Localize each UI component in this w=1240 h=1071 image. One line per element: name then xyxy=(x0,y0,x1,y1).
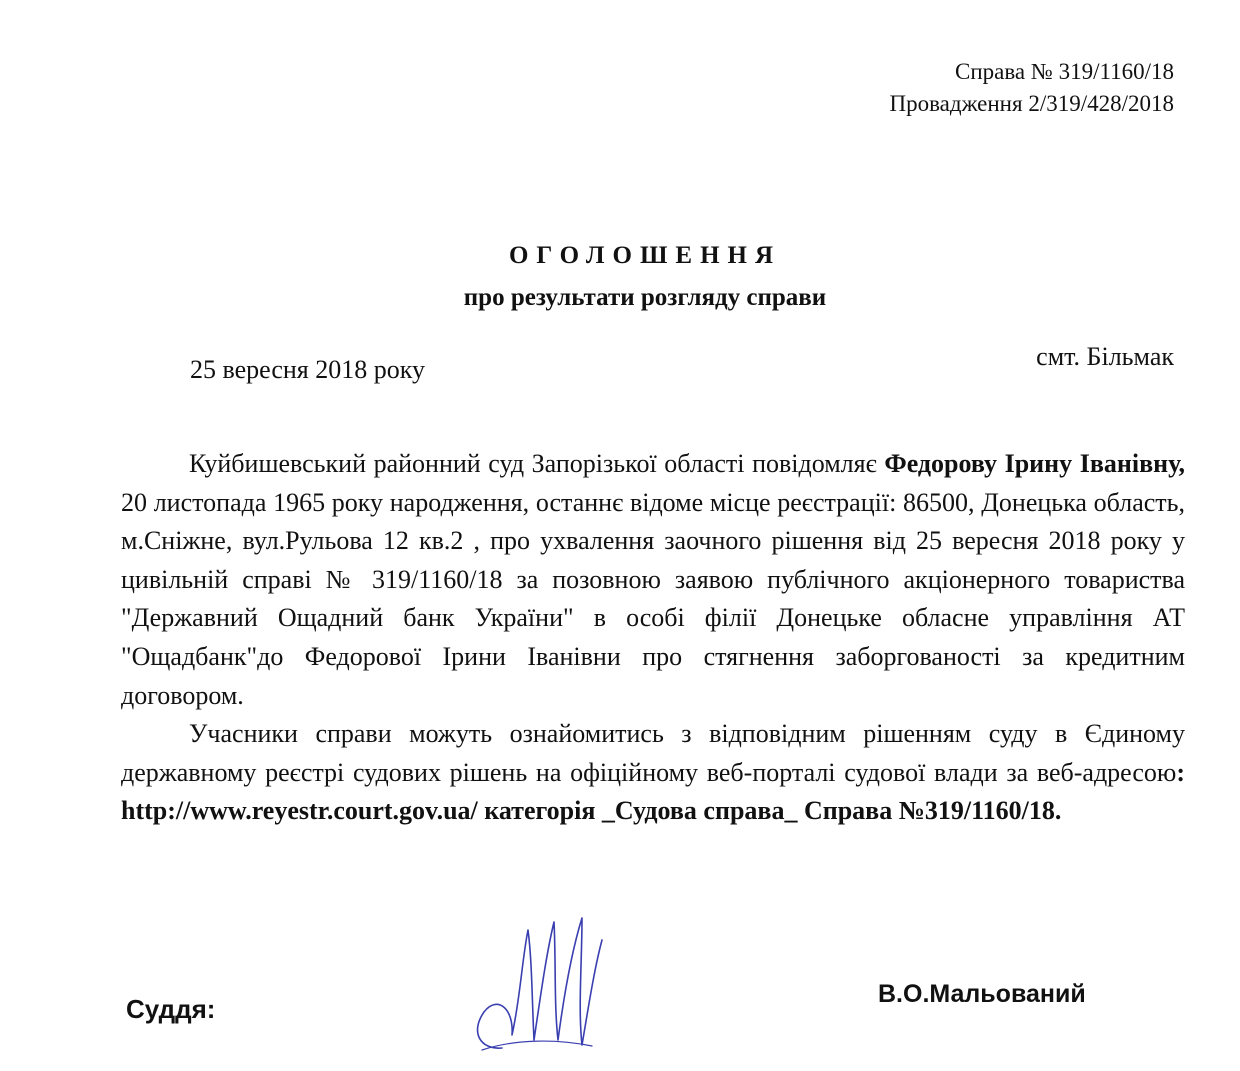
notice-paragraph-2 xyxy=(121,715,1185,831)
case-number: Справа № 319/1160/18 xyxy=(955,59,1174,84)
handwritten-signature xyxy=(462,900,612,1060)
document-subtitle: про результати розгляду справи xyxy=(463,284,827,311)
registry-link-text: : http://www.reyestr.court.gov.ua/ категорія _Судова справа_ Справа №319/1160/18. xyxy=(121,757,1185,826)
p1-text-a: Куйбишевський районний суд Запорізької області повідомляє xyxy=(189,449,885,478)
notice-body xyxy=(121,445,1185,831)
p1-text-b: 20 листопада 1965 року народження, останнє відоме місце реєстрації: 86500, Донецька область, м.Сніжне, вул.Рульова 12 кв.2 , про ухвалення заочного рішення від 25 вересня 2018 року у цивільній справі № 319/1160/18 за позовною заявою публічного акціонерного товариства "Державний Ощадний банк України" в особі філії Донецьке обласне управління АТ "Ощадбанк"до Федорової Ірини Іванівни про стягнення заборгованості за кредитним договором. xyxy=(121,487,1185,710)
case-reference-block xyxy=(890,56,1175,120)
notice-paragraph-1 xyxy=(121,445,1185,715)
document-date: 25 вересня 2018 року xyxy=(190,355,426,384)
judge-label: Суддя: xyxy=(126,994,216,1024)
p2-text-a: Учасники справи можуть ознайомитись з відповідним рішенням суду в Єдиному державному реєстрі судових рішень на офіційному веб-порталі судової влади за веб-адресою xyxy=(121,719,1185,787)
document-title: ОГОЛОШЕННЯ xyxy=(508,242,782,269)
judge-name: В.О.Мальований xyxy=(878,980,1086,1008)
proceeding-number: Провадження 2/319/428/2018 xyxy=(889,91,1174,116)
defendant-name: Федорову Ірину Іванівну, xyxy=(884,449,1186,478)
document-place: смт. Більмак xyxy=(1036,342,1174,371)
